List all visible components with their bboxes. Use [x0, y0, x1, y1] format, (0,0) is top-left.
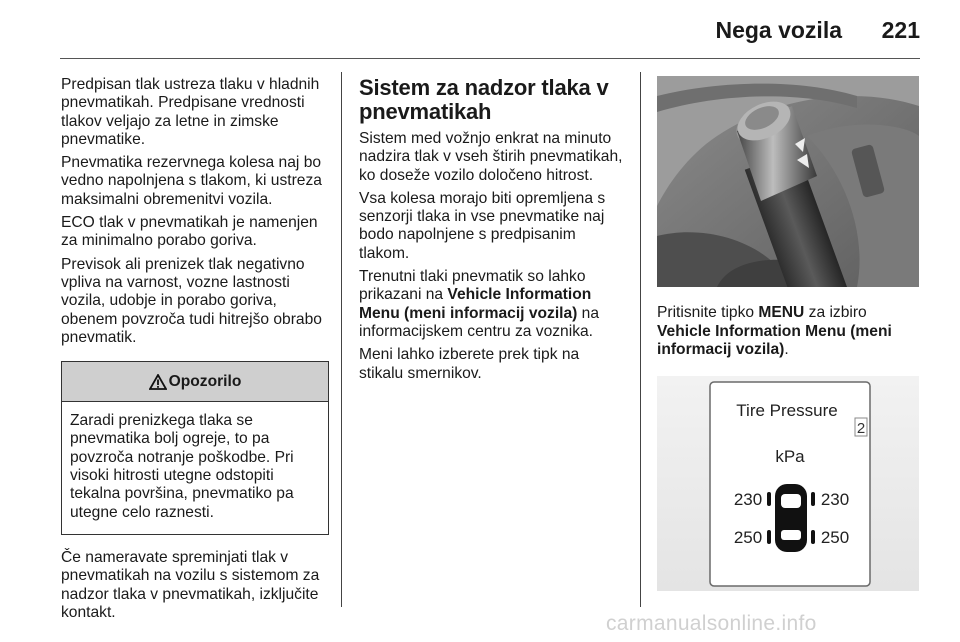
paragraph-incorrect-pressure: Previsok ali prenizek tlak negativno vpliva na varnost, vozne lastnosti vozila, udobje in porabo goriva, obenem povzroča tudi hitrejšo obrabo pnevmatik.: [61, 255, 322, 346]
menu-button-label: MENU: [758, 304, 805, 322]
warning-header: [62, 362, 328, 402]
paragraph-cold-pressure: Predpisan tlak ustreza tlaku v hladnih pnevmatikah. Predpisane vrednosti tlakov veljajo za letne in zimske pnevmatike.: [61, 76, 320, 148]
column-middle: [359, 76, 625, 388]
paragraph-eco-pressure: ECO tlak v pnevmatikah je namenjen za minimalno porabo goriva.: [61, 214, 318, 250]
section-title: Nega vozila: [715, 17, 842, 43]
front-right-pressure: 230: [820, 490, 850, 510]
paragraph-press-menu: Pritisnite tipko MENU za izbiro Vehicle Information Menu (meni informacij vozila).: [657, 304, 892, 358]
column-divider-1: [341, 72, 342, 607]
display-title: Tire Pressure: [736, 401, 838, 421]
page-header: [0, 0, 960, 60]
front-left-pressure: 230: [733, 490, 763, 510]
column-left: [61, 76, 329, 627]
warning-box: [61, 361, 329, 535]
display-unit: kPa: [775, 447, 805, 467]
paragraph-switch-off-ignition: Če nameravate spreminjati tlak v pnevmatikah na vozilu s sistemom za nadzor tlaka v pnevmatikah, izključite kontakt.: [61, 548, 320, 621]
menu-reference: Vehicle Information Menu (meni informacij vozila): [359, 286, 592, 322]
paragraph-spare-wheel: Pnevmatika rezervnega kolesa naj bo vedno napolnjena s tlakom, ki ustreza maksimalni obremenitvi vozila.: [61, 154, 322, 208]
section-heading: Sistem za nadzor tlaka v pnevmatikah: [359, 75, 609, 124]
header-rule: [60, 58, 920, 59]
rear-left-pressure: 250: [733, 528, 763, 548]
column-divider-2: [640, 72, 641, 607]
vehicle-menu-reference: Vehicle Information Menu (meni informacij vozila): [657, 322, 892, 358]
warning-text: Zaradi prenizkega tlaka se pnevmatika bolj ogreje, to pa povzroča notranje poškodbe. Pri visoki hitrosti utegne odstopiti tekalna površina, pnevmatiko pa utegne celo raznesti.: [70, 412, 294, 521]
paragraph-menu-selection: Meni lahko izberete prek tipk na stikalu smernikov.: [359, 346, 580, 382]
tire-pressure-display: [657, 376, 919, 591]
paragraph-display-info: Trenutni tlaki pnevmatik so lahko prikazani na Vehicle Information Menu (meni informacij vozila) na informacijskem centru za voznika.: [359, 268, 600, 340]
column-right: [657, 76, 923, 596]
indicator-stalk-photo: [657, 76, 919, 287]
warning-triangle-icon: [149, 374, 167, 390]
watermark: carmanualsonline.info: [606, 612, 817, 635]
warning-title: Opozorilo: [168, 372, 242, 390]
page-number: 221: [881, 17, 920, 43]
paragraph-system-monitoring: Sistem med vožnjo enkrat na minuto nadzira tlak v vseh štirih pnevmatikah, ko doseže vozilo določeno hitrost.: [359, 130, 623, 184]
paragraph-sensors: Vsa kolesa morajo biti opremljena s senzorji tlaka in vse pnevmatike naj bodo napolnjene s predpisanim tlakom.: [359, 189, 606, 262]
rear-right-pressure: 250: [820, 528, 850, 548]
display-page-indicator: 2: [856, 420, 866, 438]
